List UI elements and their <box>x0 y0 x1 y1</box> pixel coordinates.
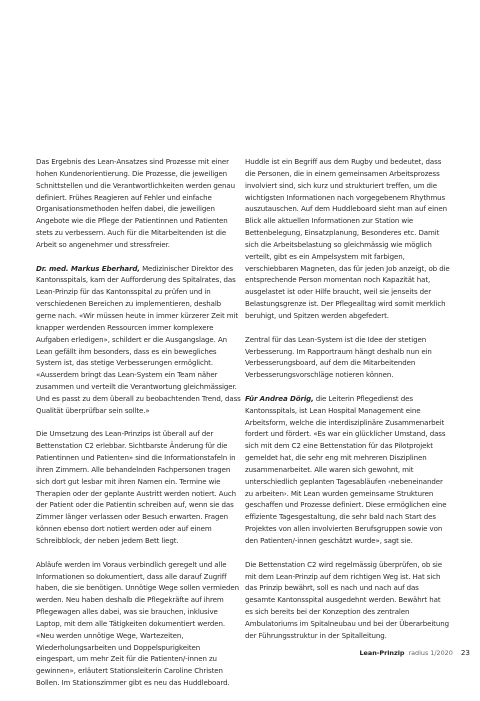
footer-issue: radius 1/2020 <box>408 649 453 657</box>
paragraph-outlook: Die Bettenstation C2 wird regelmässig überprüfen, ob sie mit dem Lean-Prinzip auf dem richtigen Weg ist. Hat sich das Prinzip bewährt, soll es nach und nach auf das gesamte Kantonsspital ausgedehnt werden. Bewährt hat es sich bereits bei der Konzeption des zentralen Ambulatoriums im Spitalneubau und bei der Überarbeitung der Führungsstruktur in der Spitalleitung. <box>245 559 449 640</box>
left-text-column <box>36 156 241 701</box>
paragraph-bettenstation: Die Umsetzung des Lean-Prinzips ist überall auf der Bettenstation C2 erlebbar. Sichtbarste Änderung für die Patientinnen und Patienten» sind die Informationstafeln in ihren Zimmern. Alle behandelnden Fachpersonen tragen sich dort gut lesbar mit ihren Namen ein. Termine wie Therapien oder der geplante Austritt werden notiert. Auch der Patient oder die Patientin schreiben auf, wenn sie das Zimmer länger verlassen oder Besuch erwarten. Fragen können ebenso dort notiert werden oder auf einem Schreibblock, der neben jedem Bett liegt. <box>36 429 236 545</box>
paragraph-ablaeufe: Abläufe werden im Voraus verbindlich geregelt und alle Informationen so dokumentiert, dass alle darauf Zugriff haben, die sie benötigen. Unnötige Wege sollen vermieden werden. Neu haben deshalb die Pflegekräfte auf ihrem Pflegewagen alles dabei, was sie brauchen, inklusive Laptop, mit dem alle Tätigkeiten dokumentiert werden. «Neu werden unnötige Wege, Wartezeiten, Wiederholungsarbeiten und Doppelspurigkeiten eingespart, um mehr Zeit für die Patienten/-innen zu gewinnen», erläutert Stationsleiterin Caroline Christen Bollen. Im Stationszimmer gibt es neu das Huddleboard. <box>36 559 239 688</box>
page-number: 23 <box>460 648 470 657</box>
paragraph-doerig: Für Andrea Dörig, die Leiterin Pflegedienst des Kantonsspitals, ist Lean Hospital Management eine Arbeitsform, welche die interdisziplinäre Zusammenarbeit fordert und fördert. «Es war ein glücklicher Umstand, dass sich mit dem C2 eine Bettenstation für das Pilotprojekt gemeldet hat, die sehr eng mit mehreren Disziplinen zusammenarbeitet. Alle waren sich gewohnt, mit unterschiedlich geplanten Tagesabläufen ‹nebeneinander zu arbeiten›. Mit Lean wurden gemeinsame Strukturen geschaffen und Prozesse definiert. Diese ermöglichen eine effiziente Tagesgestaltung, die sehr bald nach Start des Projektes von allen involvierten Berufsgruppen sowie von den Patienten/-innen geschätzt wurde», sagt sie. <box>245 393 447 545</box>
paragraph-verbesserung: Zentral für das Lean-System ist die Idee der stetigen Verbesserung. Im Rapportraum hängt deshalb nun ein Verbesserungsboard, auf dem die Mitarbeitenden Verbesserungsvorschläge notieren können. <box>245 334 432 380</box>
right-text-column <box>245 156 450 653</box>
paragraph-lead: Dr. med. Markus Eberhard, <box>36 263 140 273</box>
footer-brand: Lean-Prinzip <box>359 649 405 657</box>
paragraph-huddle: Huddle ist ein Begriff aus dem Rugby und bedeutet, dass die Personen, die in einem gemeinsamen Arbeitsprozess involviert sind, sich kurz und strukturiert treffen, um die wichtigsten Informationen nach vorgegebenem Rhythmus auszutauschen. Auf dem Huddleboard sieht man auf einen Blick alle aktuellen Informationen zur Station wie Bettenbelegung, Einsatzplanung, Besonderes etc. Damit sich die Arbeitsbelastung so gleichmässig wie möglich verteilt, gibt es ein Ampelsystem mit farbigen, verschiebbaren Magneten, das für jeden Job anzeigt, ob die entsprechende Person momentan noch Kapazität hat, ausgelastet ist oder Hilfe braucht, weil sie jenseits der Belastungsgrenze ist. Der Pflegealltag wird somit merklich beruhigt, und Spitzen werden abgefedert. <box>245 157 450 320</box>
paragraph-eberhard: Dr. med. Markus Eberhard, Medizinischer Direktor des Kantonsspitals, kam der Aufforderung des Spitalrates, das Lean-Prinzip für das Kantonsspital zu prüfen und in verschiedenen Bereichen zu implementieren, deshalb gerne nach. «Wir müssen heute in immer kürzerer Zeit mit knapper werdenden Ressourcen immer komplexere Aufgaben erledigen», schildert er die Ausgangslage. An Lean gefällt ihm besonders, dass es ein bewegliches System ist, das stetige Verbesserungen ermöglicht. «Ausserdem bringt das Lean-System ein Team näher zusammen und verteilt die Verantwortung gleichmässiger. Und es passt zu dem überall zu beobachtenden Trend, dass Qualität überprüfbar sein sollte.» <box>36 263 241 415</box>
paragraph-intro: Das Ergebnis des Lean-Ansatzes sind Prozesse mit einer hohen Kundenorientierung. Die Prozesse, die jeweiligen Schnittstellen und die Verantwortlichkeiten werden genau definiert. Frühes Reagieren auf Fehler und einfache Organisationsmethoden helfen dabei, die jeweiligen Angebote wie die Pflege der Patientinnen und Patienten stets zu verbessern. Auch für die Mitarbeitenden ist die Arbeit so angenehmer und stressfreier. <box>36 157 235 249</box>
page-footer <box>0 648 470 657</box>
paragraph-lead: Für Andrea Dörig, <box>245 393 314 403</box>
